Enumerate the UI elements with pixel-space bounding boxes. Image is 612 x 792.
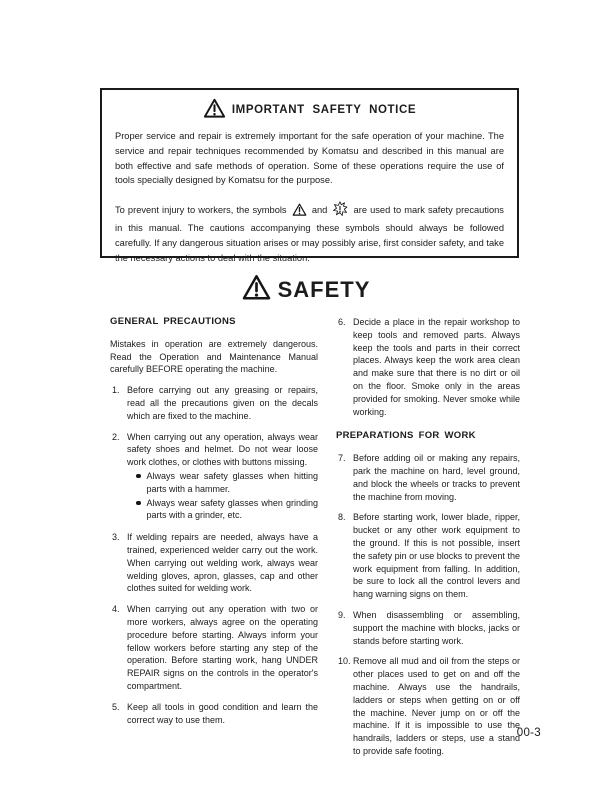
- left-column: [110, 316, 318, 734]
- notice-title-row: [102, 98, 517, 121]
- list-item: [110, 701, 318, 727]
- item-text: When disassembling or assembling, support the machine with blocks, jacks or stands before starting work.: [353, 609, 520, 646]
- hazard-starburst-icon: [332, 201, 348, 221]
- page-number: 00-3: [516, 727, 541, 739]
- bullet-icon: [136, 474, 141, 479]
- item-number: 8.: [338, 512, 346, 523]
- notice-title: IMPORTANT SAFETY NOTICE: [231, 103, 417, 116]
- item-text: When carrying out any operation, always wear safety shoes and helmet. Do not wear loose work clothes, or clothes with buttons missing.: [127, 431, 318, 468]
- bullet-item: [136, 470, 318, 496]
- warning-triangle-icon: [203, 98, 226, 121]
- item-number: 1.: [112, 385, 120, 396]
- item-text: When carrying out any operation with two or more workers, always agree on the operating procedure before starting. Always inform your fellow workers before starting any step of the operation. Before starting work, hang UNDER REPAIR signs on the controls in the operator's compartment.: [127, 604, 318, 691]
- right-column: [336, 316, 520, 766]
- item-text: Remove all mud and oil from the steps or other places used to get on and off the machine. Always use the handrails, ladders or steps when getting on or off the machine. Never jump on or off the machine. If it is impossible to use the handrails, ladders or steps, use a stand to provide safe footing.: [353, 656, 520, 756]
- safety-heading: [0, 274, 612, 306]
- notice-body: [102, 129, 517, 265]
- safety-notice-box: [100, 88, 519, 263]
- bullet-item: [136, 497, 318, 523]
- list-item: [336, 609, 520, 647]
- list-item: [110, 531, 318, 595]
- bullet-text: Always wear safety glasses when grinding parts with a grinder, etc.: [146, 497, 318, 521]
- preparations-for-work-heading: PREPARATIONS FOR WORK: [336, 430, 476, 442]
- item-number: 6.: [338, 317, 346, 327]
- item-text: Decide a place in the repair workshop to keep tools and removed parts. Always keep the tools and parts in their correct places. Always keep the work area clean and make sure that there is no dirt or oil on the floor. Smoke only in the areas provided for smoking. Never smoke while working.: [353, 317, 520, 417]
- item-text: Before starting work, lower blade, ripper, bucket or any other work equipment to the ground. If this is not possible, insert the safety pin or use blocks to prevent the work equipment from falling. In addition, be sure to lock all the control levers and hang warning signs on them.: [353, 512, 520, 600]
- bullet-icon: [136, 501, 141, 506]
- list-item: [110, 431, 318, 524]
- item-number: 5.: [112, 701, 120, 712]
- list-item: [336, 511, 520, 601]
- warning-triangle-icon: [292, 203, 307, 221]
- item-text: If welding repairs are needed, always have a trained, experienced welder carry out the work. When carrying out welding work, always wear welding gloves, apron, glasses, cap and other clothes suited for welding work.: [127, 532, 318, 594]
- list-item: [336, 655, 520, 757]
- list-item: [336, 452, 520, 503]
- bullet-text: Always wear safety glasses when hitting parts with a hammer.: [146, 470, 318, 494]
- item-text: Before adding oil or making any repairs, park the machine on hard, level ground, and block the wheels or tracks to prevent the machine from moving.: [353, 453, 520, 502]
- item-number: 9.: [338, 609, 346, 620]
- item-number: 4.: [112, 604, 120, 615]
- item-number: 2.: [112, 431, 120, 442]
- item-number: 3.: [112, 532, 120, 543]
- notice-paragraph-2-part2: are used to mark safety precautions in this manual. The cautions accompanying these symbols should always be followed carefully. If any dangerous situation arises or may possibly arise, first consider safety, and take the necessary actions to deal with the situation.: [115, 205, 504, 263]
- list-item: [110, 384, 318, 422]
- intro-paragraph: Mistakes in operation are extremely dangerous. Read the Operation and Maintenance Manual carefully BEFORE operating the machine.: [110, 338, 318, 375]
- notice-paragraph-2-and: and: [311, 205, 328, 216]
- list-item: [336, 316, 520, 418]
- list-item: [110, 603, 318, 693]
- item-text: Before carrying out any greasing or repairs, read all the precautions given on the decals which are fixed to the machine.: [127, 385, 318, 421]
- general-precautions-heading: GENERAL PRECAUTIONS: [110, 316, 236, 327]
- item-text: Keep all tools in good condition and learn the correct way to use them.: [127, 701, 318, 725]
- notice-paragraph-2-part1: To prevent injury to workers, the symbols: [115, 205, 287, 216]
- warning-triangle-icon: [242, 274, 271, 306]
- safety-heading-text: SAFETY: [277, 277, 371, 302]
- item-number: 7.: [338, 453, 346, 464]
- item-number: 10.: [338, 656, 351, 667]
- notice-paragraph-1: Proper service and repair is extremely important for the safe operation of your machine. The service and repair techniques recommended by Komatsu and described in this manual are both effective and safe methods of operation. Some of these operations require the use of tools specially designed by Komatsu for the purpose.: [115, 131, 504, 186]
- notice-paragraph-2: [115, 201, 504, 265]
